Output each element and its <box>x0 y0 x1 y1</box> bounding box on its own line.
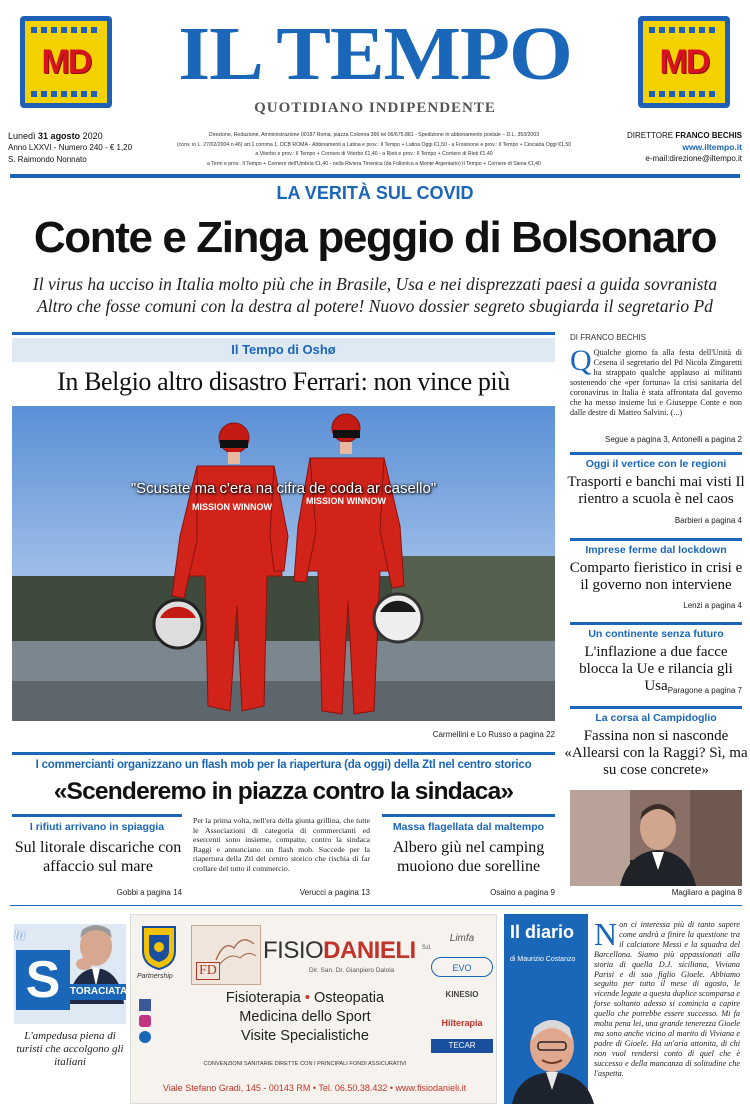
suit-sponsor-left: MISSION WINNOW <box>192 502 272 512</box>
footer-rule <box>10 905 742 906</box>
masthead-rule <box>10 174 740 178</box>
md-logo-right[interactable] <box>638 16 730 108</box>
ztl-kicker: I commercianti organizzano un flash mob per la riapertura (da oggi) della Ztl nel centro storico <box>35 759 532 771</box>
section-rule <box>12 752 555 755</box>
editorial-body: Qualche giorno fa alla festa dell'Unità di Cesena il segretario del Pd Nicola Zingaretti ha strappato qualche applauso ai militanti sostenendo che «per fortuna» la crisi sanitaria del coronavirus in Italia è stata affrontata dal governo che ha messo insieme lui e Giuseppe Conte e non dalle destre di Matteo Salvini. (...) <box>570 348 742 417</box>
editorial-dropcap: Q <box>570 344 592 377</box>
facebook-icon[interactable] <box>139 999 151 1011</box>
ztl-ref: Verucci a pagina 13 <box>299 888 370 897</box>
frosinone-shield-icon <box>139 925 179 971</box>
ad-services <box>183 989 427 1046</box>
ferrari-kicker: Il Tempo di Oshø <box>231 342 336 357</box>
logo-hilterapia: Hilterapia <box>441 1018 483 1028</box>
partner-label: Partnership <box>137 973 173 980</box>
ad-conventions: CONVENZIONI SANITARIE DIRETTE CON I PRINCIPALI FONDI ASSICURATIVI <box>203 1061 407 1067</box>
anatomy-sketch-icon <box>212 930 258 968</box>
brand-suffix: S.r.l. <box>421 945 431 951</box>
side-kicker: Imprese ferme dal lockdown <box>585 544 727 556</box>
service-sport: Medicina dello Sport <box>239 1009 371 1025</box>
ad-address[interactable]: Viale Stefano Gradi, 145 - 00143 RM • Tel. 06.50.38.432 • www.fisiodanieli.it <box>162 1083 467 1093</box>
brand-danieli: DANIELI <box>323 937 416 964</box>
director-label: DIRETTORE <box>627 131 674 140</box>
editorial-ref: Segue a pagina 3, Antonelli a pagina 2 <box>604 435 742 444</box>
byline-name: FRANCO BECHIS <box>580 333 647 342</box>
fisiodanieli-ad[interactable] <box>130 914 497 1104</box>
storaciata-box[interactable] <box>10 914 128 1104</box>
logo-limfa: Limfa <box>449 933 475 944</box>
email-link[interactable]: e-mail:direzione@iltempo.it <box>645 154 742 163</box>
fassina-photo[interactable] <box>570 790 742 886</box>
suit-sponsor-right: MISSION WINNOW <box>306 496 386 506</box>
storaciata-la: la <box>14 928 25 943</box>
side-headline[interactable]: Fassina non si nasconde «Allearsi con la Raggi? Sì, ma su cose concrete» <box>564 728 748 778</box>
fd-logo <box>191 925 261 985</box>
lead-subhead: Il virus ha ucciso in Italia molto più che in Brasile, Usa e nei disprezzati paesi a guida sovranista <box>32 274 718 294</box>
logo-kinesio: KINESIO <box>445 990 479 999</box>
newspaper-title[interactable]: IL TEMPO <box>178 12 572 96</box>
service-visits: Visite Specialistiche <box>241 1028 369 1044</box>
storaciata-text: L'ampedusa piena di turisti che accolgono gli italiani <box>16 1030 124 1068</box>
service-sep: • <box>304 990 310 1006</box>
ferrari-photo[interactable] <box>12 406 555 721</box>
byline-prefix: DI <box>570 333 578 342</box>
ferrari-drivers-illustration <box>12 406 555 721</box>
fassina-portrait <box>570 790 742 886</box>
publisher-info <box>148 131 600 169</box>
date-year: 2020 <box>82 131 103 141</box>
diario-box[interactable] <box>504 914 742 1104</box>
info-line: (conv. in L. 27/02/2004 n.46) art.1 comma 1, DCB ROMA - Abbinamenti a Latina e prov.: Il Tempo + Latina Oggi €1,50 - a Frosinone e prov.: Il Tempo + Ciociaria Oggi €1,50 <box>176 141 572 148</box>
ferrari-headline[interactable]: In Belgio altro disastro Ferrari: non vince più <box>57 367 510 396</box>
section-rule <box>12 332 555 335</box>
side-headline[interactable]: Comparto fieristico in crisi e il governo non interviene <box>569 560 743 593</box>
director-name: FRANCO BECHIS <box>675 131 742 140</box>
editorial-byline <box>570 333 742 342</box>
side-headline[interactable]: Trasporti e banchi mai visti Il rientro a scuola è nel caos <box>567 474 745 507</box>
md-logo-left[interactable] <box>20 16 112 108</box>
storaciata-big-s: S <box>16 950 70 1010</box>
issue-number: Anno LXXVI - Numero 240 - € 1,20 <box>8 143 133 152</box>
ferrari-ref: Carmellini e Lo Russo a pagina 22 <box>432 730 555 739</box>
photo-quote: "Scusate ma c'era na cifra de coda ar casello" <box>130 480 437 497</box>
instagram-icon[interactable] <box>139 1015 151 1027</box>
saint-of-day: S. Raimondo Nonnato <box>8 155 87 164</box>
logo-evo: EVO <box>431 957 493 977</box>
ad-brand <box>263 937 431 965</box>
service-osteo: Osteopatia <box>313 990 385 1006</box>
bottom-kicker: Massa flagellata dal maltempo <box>392 821 545 833</box>
side-ref: Paragone a pagina 7 <box>667 686 742 695</box>
logo-tecar: TECAR <box>431 1039 493 1053</box>
side-rule <box>570 452 742 455</box>
lead-subhead: Altro che fosse comuni con la destra al potere! Nuovo dossier segreto sbugiarda il segretario Pd <box>37 296 713 316</box>
side-rule <box>570 706 742 709</box>
storaciata-word: TORACIATA <box>70 984 126 1000</box>
service-physio: Fisioterapia <box>225 990 301 1006</box>
section-rule <box>382 814 555 817</box>
section-rule <box>12 814 182 817</box>
info-line: a Viterbo e prov.: Il Tempo + Corriere di Viterbo €1,40 - a Rieti e prov.: Il Tempo + Corriere di Rieti €1,40 <box>255 151 493 157</box>
diario-text <box>594 916 740 1079</box>
bottom-kicker: I rifiuti arrivano in spiaggia <box>29 821 165 833</box>
side-rule <box>570 622 742 625</box>
bottom-headline[interactable]: Sul litorale discariche con affaccio sul mare <box>14 839 182 875</box>
social-icons <box>139 995 167 1055</box>
side-ref: Magliaro a pagina 8 <box>671 888 742 897</box>
side-ref: Lenzi a pagina 4 <box>683 601 742 610</box>
ad-doctor: Dir. San. Dr. Gianpiero Dalola <box>309 967 395 974</box>
lead-headline[interactable]: Conte e Zinga peggio di Bolsonaro <box>33 213 717 262</box>
brand-fisio: FISIO <box>263 937 324 964</box>
diario-body: on ci interessa più di tanto sapere come andrà a finire la questione tra il calciatore Messi e la squadra del Barcellona. Siamo più appassionati alla storia di quella D.J. siciliana, Viviana Parisi e di suo figlio Gioele. Abbiamo seguito per tutto il mese di agosto, le vicende legate a questa duplice scomparsa e forse soltanto adesso si comincia a capire quello che potrebbe essere successo. Mi fa molta pena lei, una grande tenerezza Gioele ma sono anche vicino al marito di Viviana e padre di Gioele. Ha un'aria attonita, di chi non vuol rendersi conto di quel che è successo e della mancanza di solitudine che l'aspetta. <box>594 920 740 1078</box>
date-bold: 31 agosto <box>38 131 81 141</box>
web-icon[interactable] <box>139 1031 151 1043</box>
website-link[interactable]: www.iltempo.it <box>682 142 742 152</box>
director-info <box>606 130 742 164</box>
issue-info <box>8 130 138 166</box>
partner-logos <box>431 927 493 1053</box>
side-headline[interactable]: L'inflazione a due facce blocca la Ue e rilancia gli Usa <box>579 644 733 694</box>
bottom-ref: Gobbi a pagina 14 <box>116 888 182 897</box>
diario-title: Il diario <box>510 922 575 942</box>
side-kicker: Oggi il vertice con le regioni <box>585 458 727 470</box>
fd-initials: FD <box>196 962 220 980</box>
bottom-ref: Osaino a pagina 9 <box>490 888 555 897</box>
md-logo-text: MD <box>659 42 709 81</box>
editorial-text <box>570 344 742 418</box>
md-logo-text: MD <box>41 42 91 81</box>
side-kicker: La corsa al Campidoglio <box>595 712 717 724</box>
info-line: Direzione, Redazione, Amministrazione 00187 Roma, piazza Colonna 366 tel 06/675.881 - Spedizione in abbonamento postale – D.L. 353/2003 <box>208 132 540 138</box>
side-ref: Barbieri a pagina 4 <box>674 516 742 525</box>
side-kicker: Un continente senza futuro <box>588 628 724 640</box>
side-rule <box>570 538 742 541</box>
newspaper-subtitle: QUOTIDIANO INDIPENDENTE <box>254 100 496 116</box>
ztl-body: Per la prima volta, nell'era della giunta grillina, che tutte le Associazioni di categoria di commercianti ed esercenti sono insieme, compatte, contro la sindaca Raggi e annunciano un flash mob. Succede per la riapertura della Ztl del centro storico che rischia di far crollare del tutto il commercio. <box>193 816 370 873</box>
diario-dropcap: N <box>594 916 618 952</box>
date-day: Lunedì <box>8 131 36 141</box>
bottom-headline[interactable]: Albero giù nel camping muoiono due sorelline <box>392 839 545 875</box>
info-line: a Terni e prov.: Il Tempo + Corriere dell'Umbria €1,40 - nella Riviera Tirrenica (da Follonica a Monte Argentario) Il Tempo + Corriere di Siena €1,40 <box>207 160 541 167</box>
diario-byline: di Maurizio Costanzo <box>510 956 576 963</box>
ztl-headline[interactable]: «Scenderemo in piazza contro la sindaca» <box>53 778 514 805</box>
lead-kicker: LA VERITÀ SUL COVID <box>276 183 474 203</box>
